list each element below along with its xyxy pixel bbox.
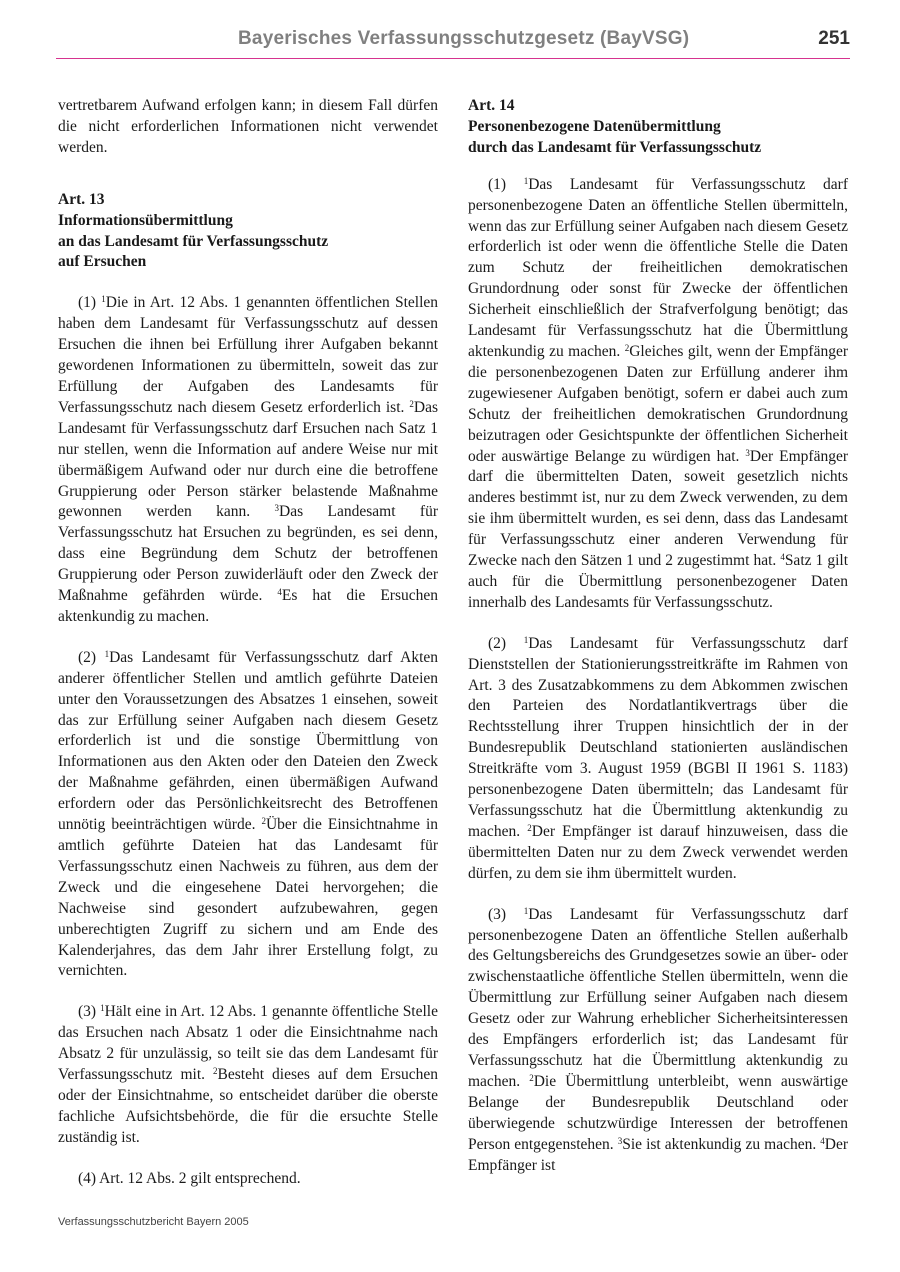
article-13-title-line-1: Informationsübermittlung (58, 211, 233, 229)
right-column (468, 96, 848, 1176)
article-14-title-line-2: durch das Landesamt für Verfassungsschutz (468, 138, 762, 156)
article-13-paragraph-1: (1) $^1$Die in Art. 12 Abs. 1 genannten öffentlichen Stellen haben dem Landesamt für Verfassungsschutz auf dessen Ersuchen die ihnen bei Erfüllung ihrer Aufgaben bekannt gewordenen Informationen zu übermitteln, soweit das zur Erfüllung der Aufgaben des Landesamts für Verfassungsschutz nach diesem Gesetz erforderlich ist. $^2$Das Landesamt für Verfassungsschutz darf Ersuchen nach Satz 1 nur stellen, wenn die Information auf andere Weise nur mit übermäßigem Aufwand oder nur durch eine die betroffene Gruppierung oder Person stärker belastende Maßnahme gewonnen werden kann. $^3$Das Landesamt für Verfassungsschutz hat Ersuchen zu begründen, es sei denn, dass eine Begründung dem Schutz der betroffenen Gruppierung oder Person zuwiderläuft oder den Zweck der Maßnahme gefährden würde. $^4$Es hat die Ersuchen aktenkundig zu machen. (58, 294, 439, 625)
page-footer: Verfassungsschutzbericht Bayern 2005 (58, 1216, 249, 1228)
article-14-paragraph-3: (3) $^1$Das Landesamt für Verfassungsschutz darf personenbezogene Daten an öffentliche Stellen außerhalb des Geltungsbereichs des Grundgesetzes sowie an über- oder zwischenstaatliche öffentliche Stellen übermitteln, wenn die Übermittlung zur Erfüllung seiner Aufgaben nach diesem Gesetz oder zur Wahrung erheblicher Sicherheitsinteressen des Empfängers erforderlich ist; das Landesamt für Verfassungsschutz hat die Übermittlung aktenkundig zu machen. $^2$Die Übermittlung unterbleibt, wenn auswärtige Belange der Bundesrepublik Deutschland oder überwiegende schutzwürdige Interessen der betroffenen Person entgegenstehen. $^3$Sie ist aktenkundig zu machen. $^4$Der Empfänger ist (468, 905, 849, 1174)
article-14-paragraph-1: (1) $^1$Das Landesamt für Verfassungsschutz darf personenbezogene Daten an öffentliche Stellen übermitteln, wenn das zur Erfüllung seiner Aufgaben nach diesem Gesetz erforderlich ist oder wenn die öffentliche Stelle die Daten zum Schutz der freiheitlichen demokratischen Grundordnung oder sonst für Zwecke der öffentlichen Sicherheit einschließlich der Strafverfolgung benötigt; das Landesamt für Verfassungsschutz hat die Übermittlung aktenkundig zu machen. $^2$Gleiches gilt, wenn der Empfänger die personenbezogenen Daten zur Erfüllung anderer ihm zugewiesener Aufgaben benötigt, sofern er dabei auch zum Schutz der freiheitlichen demokratischen Grundordnung beizutragen oder Gesichtspunkte der öffentlichen Sicherheit oder auswärtige Belange zu würdigen hat. $^3$Der Empfänger darf die übermittelten Daten, soweit gesetzlich nichts anderes bestimmt ist, nur zu dem Zweck verwenden, zu dem sie ihm übermittelt wurden, es sei denn, dass das Landesamt für Verfassungsschutz einer anderen Verwendung für Zwecke nach den Sätzen 1 und 2 zugestimmt hat. $^4$Satz 1 gilt auch für die Übermittlung personenbezogener Daten innerhalb des Landesamts für Verfassungsschutz. (468, 175, 849, 611)
article-13-paragraph-4: (4) Art. 12 Abs. 2 gilt entsprechend. (78, 1169, 301, 1187)
page-number: 251 (818, 28, 850, 49)
article-13-title-line-3: auf Ersuchen (58, 253, 147, 271)
header-title: Bayerisches Verfassungsschutzgesetz (BayVSG) (238, 28, 690, 49)
article-13-paragraph-3: (3) $^1$Hält eine in Art. 12 Abs. 1 genannte öffentliche Stelle das Ersuchen nach Absatz 1 oder die Einsichtnahme nach Absatz 2 für unzulässig, so teilt sie das dem Landesamt für Verfassungsschutz mit. $^2$Besteht dieses auf dem Ersuchen oder der Einsichtnahme, so entscheidet darüber die oberste fachliche Aufsichtsbehörde, die für die ersuchte Stelle zuständig ist. (58, 1003, 439, 1146)
article-13-paragraph-2: (2) $^1$Das Landesamt für Verfassungsschutz darf Akten anderer öffentlicher Stellen und amtlich geführte Dateien unter den Voraussetzungen des Absatzes 1 einsehen, soweit das zur Erfüllung seiner Aufgaben nach diesem Gesetz erforderlich ist und die sonstige Übermittlung von Informationen aus den Akten oder den Dateien den Zweck der Maßnahme gefährden, einen übermäßigen Aufwand erfordern oder das Persönlichkeitsrecht des Betroffenen unnötig beeinträchtigen würde. $^2$Über die Einsichtnahme in amtlich geführte Dateien hat das Landesamt für Verfassungsschutz einen Nachweis zu führen, aus dem der Zweck und die eingesehene Datei hervorgehen; die Nachweise sind gesondert aufzubewahren, gegen unberechtigten Zugriff zu sichern und am Ende des Kalenderjahres, das dem Jahr ihrer Erstellung folgt, zu vernichten. (58, 648, 439, 980)
article-14-paragraph-2: (2) $^1$Das Landesamt für Verfassungsschutz darf Dienststellen der Stationierungsstreitkräfte im Rahmen von Art. 3 des Zusatzabkommens zu dem Abkommen zwischen den Parteien des Nordatlantikvertrags über die Rechtsstellung ihrer Truppen hinsichtlich der in der Bundesrepublik Deutschland stationierten ausländischen Streitkräfte vom 3. August 1959 (BGBl II 1961 S. 1183) personenbezogene Daten übermitteln; das Landesamt für Verfassungsschutz hat die Übermittlung aktenkundig zu machen. $^2$Der Empfänger ist darauf hinzuweisen, dass die übermittelten Daten nur zu dem Zweck verwendet werden dürfen, zu dem sie ihm übermittelt wurden. (468, 634, 849, 882)
running-header (56, 26, 850, 59)
continuation-paragraph: vertretbarem Aufwand erfolgen kann; in diesem Fall dürfen die nicht erforderlichen Informationen nicht verwendet werden. (58, 97, 438, 156)
article-13-number: Art. 13 (58, 190, 105, 208)
article-14-title-line-1: Personenbezogene Datenübermittlung (468, 117, 721, 135)
left-column (58, 96, 438, 1190)
article-13-title-line-2: an das Landesamt für Verfassungsschutz (58, 232, 329, 250)
article-14-number: Art. 14 (468, 97, 515, 114)
